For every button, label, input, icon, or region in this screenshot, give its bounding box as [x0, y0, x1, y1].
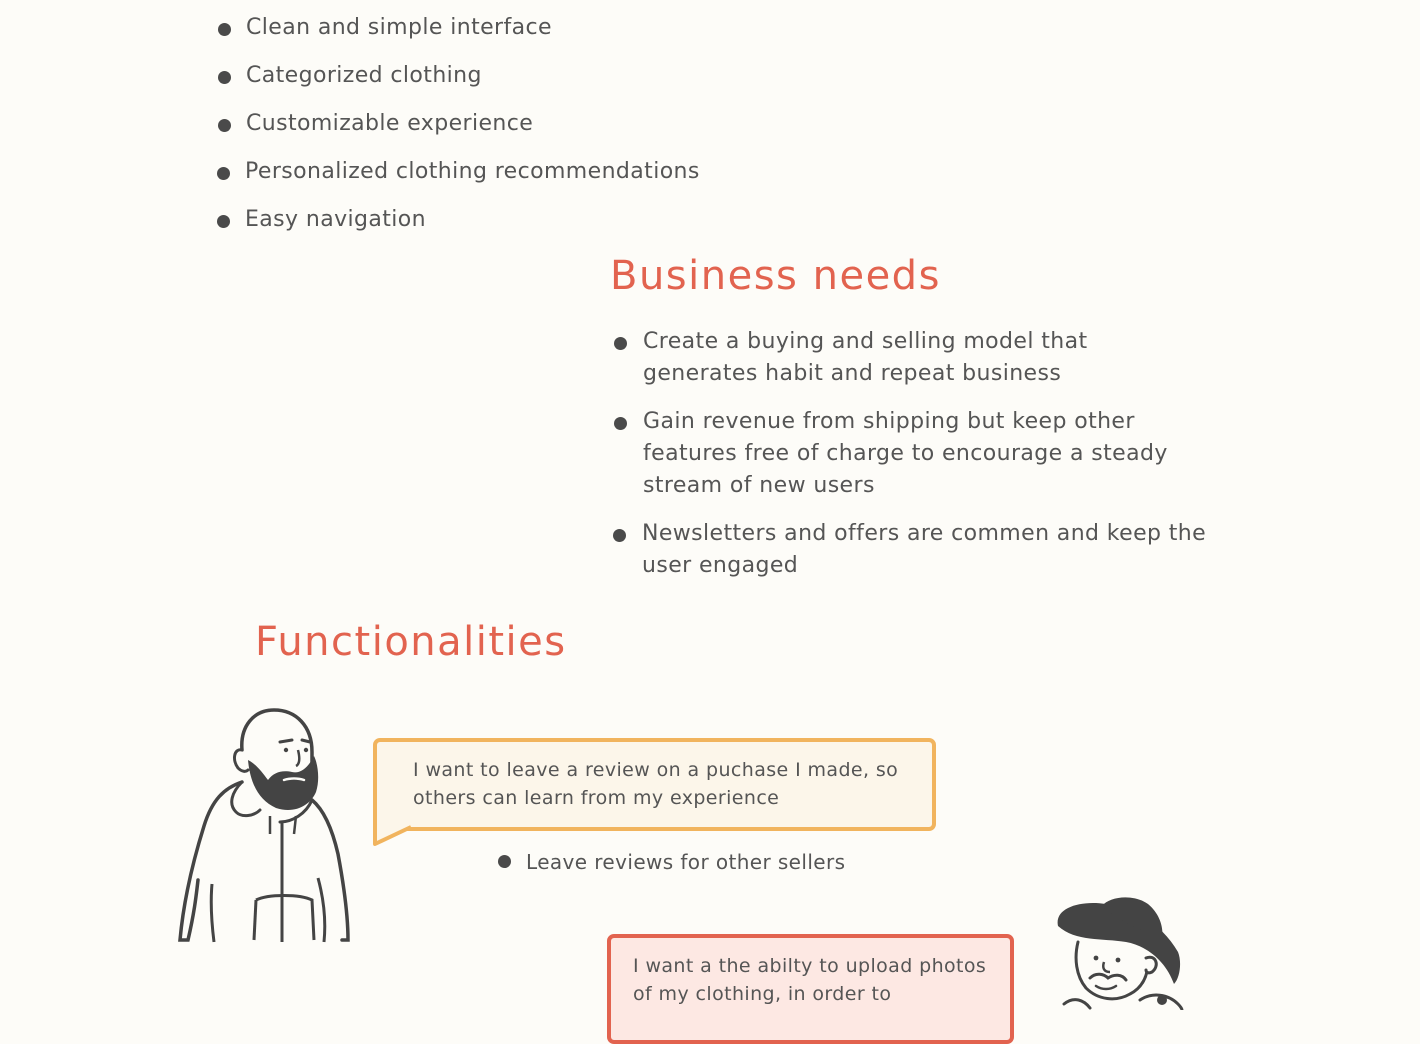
speech-bubble-tail-icon — [371, 824, 419, 850]
man-with-hat-illustration — [1050, 896, 1200, 1010]
bullet-icon — [613, 529, 626, 542]
list-item-text: Personalized clothing recommendations — [245, 159, 700, 184]
list-item-text: Easy navigation — [245, 207, 427, 232]
list-item-text: Leave reviews for other sellers — [526, 850, 846, 874]
list-item-text: Clean and simple interface — [246, 15, 552, 40]
upload-speech-bubble — [607, 934, 1014, 1044]
upload-bubble-text: I want a the abilty to upload photos of my clothing, in order to — [633, 955, 987, 1005]
list-item-text: Customizable experience — [246, 111, 534, 136]
review-bubble-text: I want to leave a review on a puchase I made, so others can learn from my experience — [413, 759, 899, 809]
bullet-icon — [218, 71, 231, 84]
list-item-text: Gain revenue from shipping but keep other features free of charge to encourage a steady stream of new users — [643, 409, 1168, 498]
review-speech-bubble — [373, 738, 936, 831]
functionalities-heading: Functionalities — [255, 619, 567, 665]
list-item — [612, 406, 1232, 502]
business-needs-heading: Business needs — [610, 253, 941, 299]
bullet-icon — [218, 119, 231, 132]
bullet-icon — [217, 215, 230, 228]
bullet-icon — [614, 417, 627, 430]
bullet-icon — [614, 337, 627, 350]
list-item — [612, 326, 1232, 390]
list-item-text: Create a buying and selling model that generates habit and repeat business — [643, 329, 1088, 386]
list-item — [612, 518, 1232, 582]
list-item-text: Newsletters and offers are commen and keep the user engaged — [642, 521, 1207, 578]
list-item — [497, 847, 917, 879]
bearded-man-illustration — [172, 700, 362, 950]
bullet-icon — [217, 167, 230, 180]
bullet-icon — [218, 23, 231, 36]
list-item-text: Categorized clothing — [246, 63, 482, 88]
business-needs-list — [612, 326, 1232, 596]
bullet-icon — [498, 855, 511, 868]
